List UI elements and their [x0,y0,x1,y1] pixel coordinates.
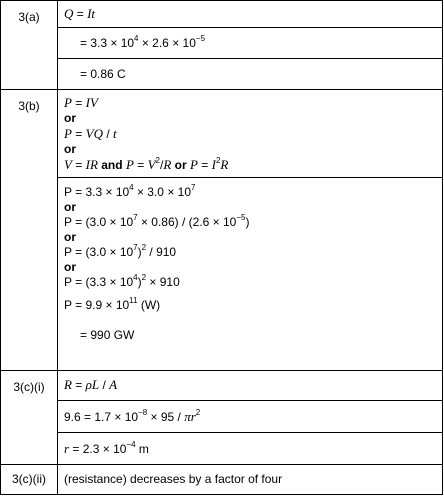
row-3ci-3 [1,433,443,465]
calc-line-3: $P = (3.0 \times 10^7)^2 / 910$ [64,243,177,259]
or-label: or [64,200,76,214]
result-line: = 0.86 C [80,67,126,81]
row-3a-3 [1,59,443,90]
answer-cell [58,28,443,59]
row-3b-1 [1,90,443,178]
question-label-3a: 3(a) [1,1,58,90]
answer-cell [58,371,443,401]
calculation-options [58,178,442,347]
calc-line-4: $P = (3.3 \times 10^4)^2 \times 910$ [64,273,180,289]
formula-q-it: Q = It [64,6,96,21]
question-label-3cii: 3(c)(ii) [1,465,58,495]
or-label: or [64,230,76,244]
row-3ci-2 [1,401,443,433]
formula-p-vq-t: P = VQ / t [64,126,117,141]
row-3ci-1 [1,371,443,401]
answer-cell [58,465,443,495]
formula-resistivity: R = ρL / A [64,377,118,392]
answer-text: (resistance) decreases by a factor of four [64,472,283,486]
row-3a-2 [1,28,443,59]
or-label: or [64,142,76,156]
answer-cell [58,59,443,90]
formula-options [58,90,442,177]
or-label: or [64,111,76,125]
question-label-3ci: 3(c)(i) [1,371,58,465]
answer-cell [58,433,443,465]
answer-cell [58,1,443,28]
question-label-3b: 3(b) [1,90,58,371]
answer-cell [58,178,443,371]
substitution-line: = $3.3 \times 10^4 \times 2.6 \times 10^{-5}$ [80,34,206,50]
or-label: or [64,260,76,274]
formula-p-iv: P = IV [64,95,98,110]
row-3cii [1,465,443,495]
calc-line-2: $P = (3.0 \times 10^7 \times 0.86) / (2.6 \times 10^{-5})$ [64,213,250,229]
result-line: $r = 2.3 \times 10^{-4}$ m [64,440,149,456]
answer-cell [58,90,443,178]
formula-v-ir: V = IR and $P = V^2/R$ or $P = I^2R$ [64,156,229,172]
calc-result-watts: $P = 9.9 \times 10^{11}$ (W) [64,296,161,312]
substitution-line: $9.6 = 1.7 \times 10^{-8} \times 95 / \pi r^2$ [64,408,201,424]
row-3a-1 [1,1,443,28]
calc-line-1: $P = 3.3 \times 10^4 \times 3.0 \times 10^7$ [64,183,196,199]
answer-cell [58,401,443,433]
row-3b-2 [1,178,443,371]
calc-result-gw: = 990 GW [80,328,135,342]
